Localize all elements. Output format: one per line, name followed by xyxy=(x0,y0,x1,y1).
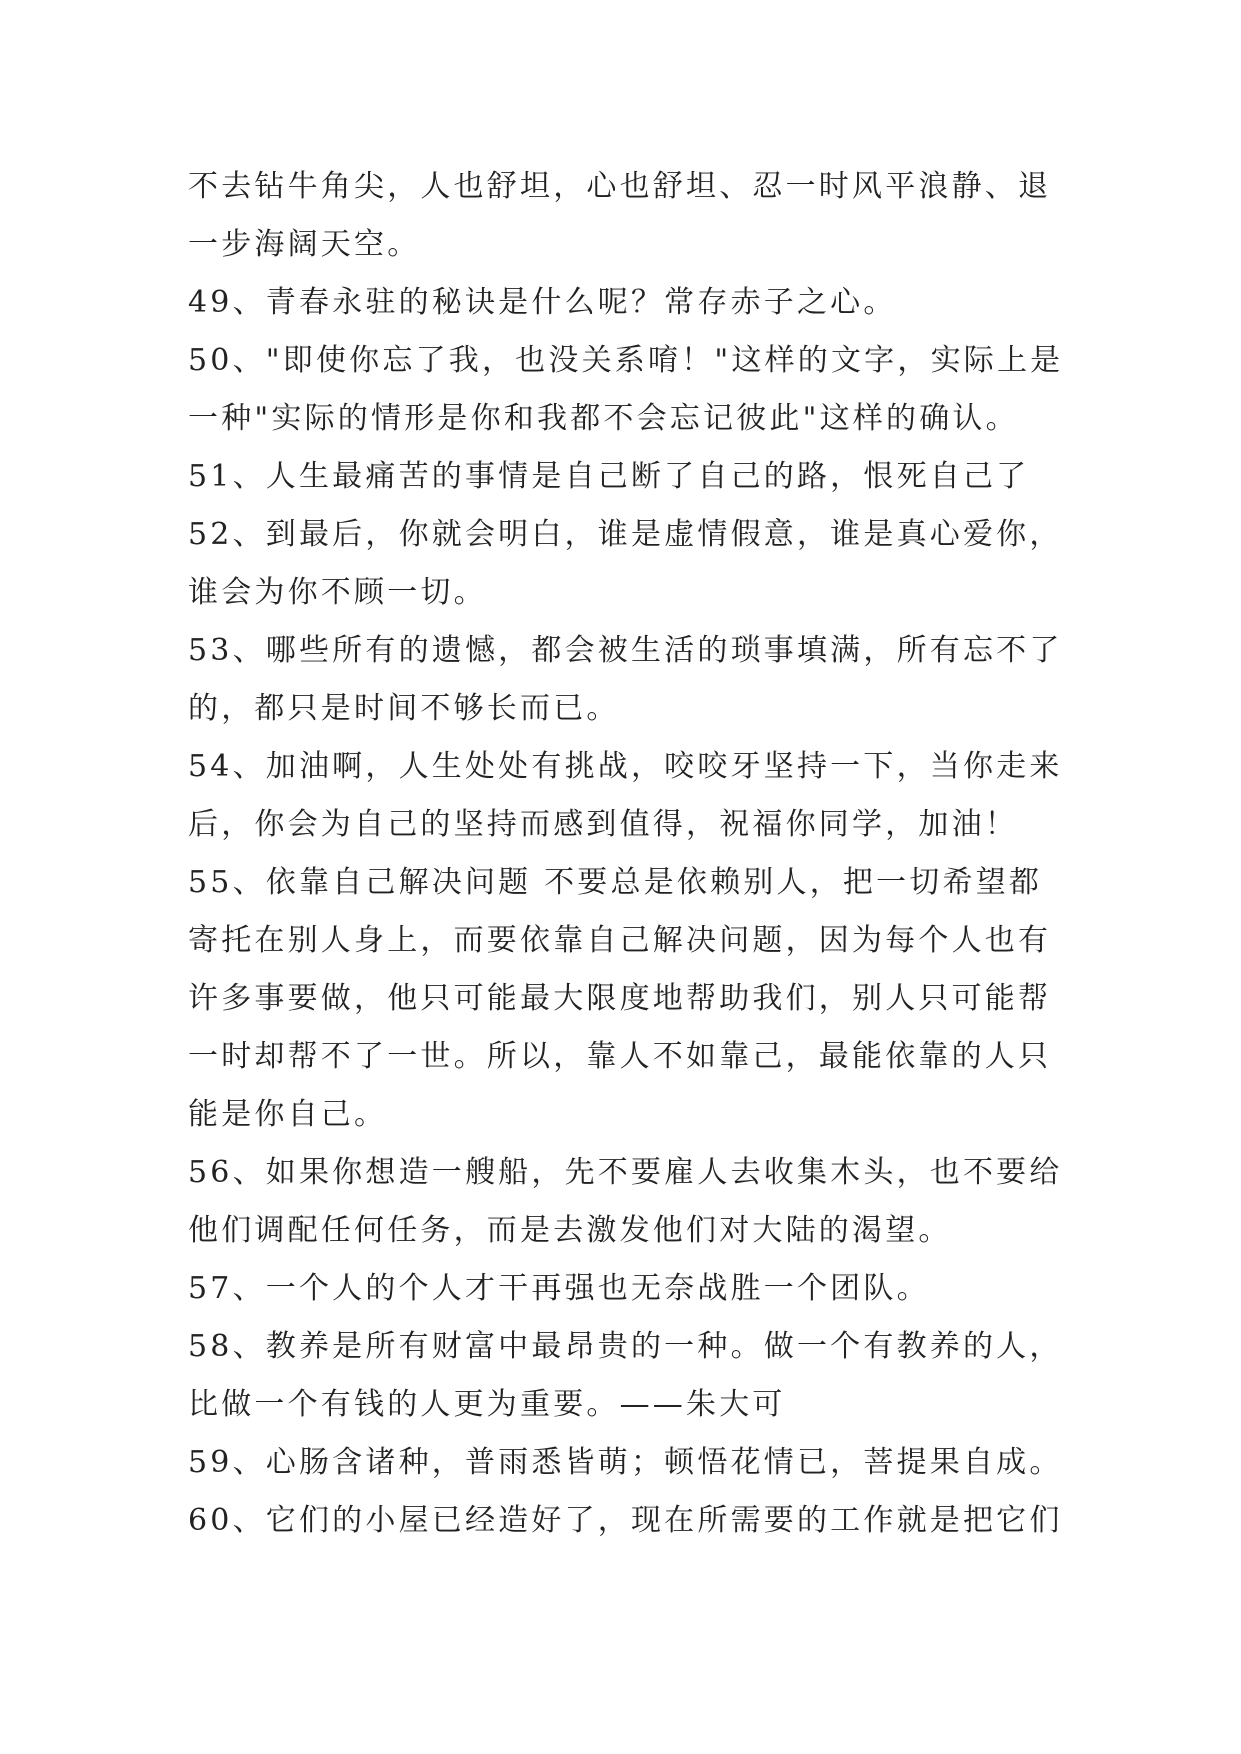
text-line: 一时却帮不了一世。所以，靠人不如靠己，最能依靠的人只 xyxy=(188,1039,1052,1074)
text-line: 51、人生最痛苦的事情是自己断了自己的路，恨死自己了 xyxy=(188,459,1030,494)
text-line: 的，都只是时间不够长而已。 xyxy=(188,691,620,726)
text-line: 54、加油啊，人生处处有挑战，咬咬牙坚持一下，当你走来 xyxy=(188,749,1063,784)
text-line: 60、它们的小屋已经造好了，现在所需要的工作就是把它们 xyxy=(188,1503,1063,1538)
text-line: 50、"即使你忘了我，也没关系唷！"这样的文字，实际上是 xyxy=(188,343,1064,378)
text-line: 许多事要做，他只可能最大限度地帮助我们，别人只可能帮 xyxy=(188,981,1052,1016)
text-line: 52、到最后，你就会明白，谁是虚情假意，谁是真心爱你， xyxy=(188,517,1063,552)
text-line: 他们调配任何任务，而是去激发他们对大陆的渴望。 xyxy=(188,1213,952,1248)
text-line: 55、依靠自己解决问题 不要总是依赖别人，把一切希望都 xyxy=(188,865,1043,900)
text-line: 53、哪些所有的遗憾，都会被生活的琐事填满，所有忘不了 xyxy=(188,633,1063,668)
body-text xyxy=(188,158,1188,1550)
text-line: 不去钻牛角尖，人也舒坦，心也舒坦、忍一时风平浪静、退 xyxy=(188,169,1052,204)
text-line: 能是你自己。 xyxy=(188,1097,388,1132)
text-line: 寄托在别人身上，而要依靠自己解决问题，因为每个人也有 xyxy=(188,923,1052,958)
text-line: 59、心肠含诸种，普雨悉皆萌；顿悟花情已，菩提果自成。 xyxy=(188,1445,1063,1480)
text-line: 比做一个有钱的人更为重要。——朱大可 xyxy=(188,1387,786,1422)
text-line: 谁会为你不顾一切。 xyxy=(188,575,487,610)
text-line: 58、教养是所有财富中最昂贵的一种。做一个有教养的人， xyxy=(188,1329,1063,1364)
text-line: 一种"实际的情形是你和我都不会忘记彼此"这样的确认。 xyxy=(188,401,1019,436)
text-line: 56、如果你想造一艘船，先不要雇人去收集木头，也不要给 xyxy=(188,1155,1063,1190)
text-line: 49、青春永驻的秘诀是什么呢？常存赤子之心。 xyxy=(188,285,897,320)
text-line: 后，你会为自己的坚持而感到值得，祝福你同学，加油！ xyxy=(188,807,1018,842)
text-line: 57、一个人的个人才干再强也无奈战胜一个团队。 xyxy=(188,1271,930,1306)
text-line: 一步海阔天空。 xyxy=(188,227,421,262)
